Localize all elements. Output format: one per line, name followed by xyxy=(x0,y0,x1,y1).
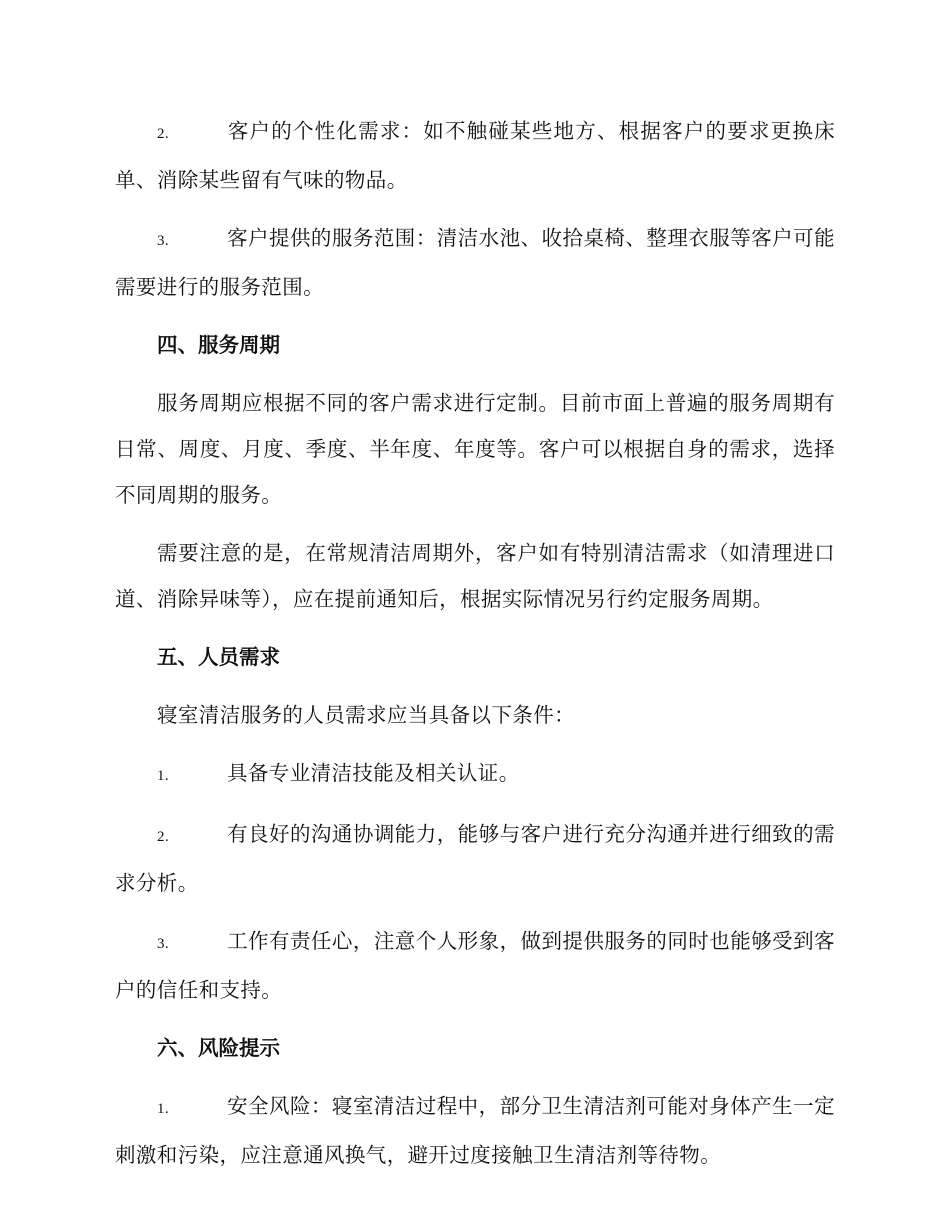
list-item xyxy=(115,215,835,310)
list-item xyxy=(115,750,835,799)
list-text: 客户的个性化需求：如不触碰某些地方、根据客户的要求更换床单、消除某些留有气味的物品。 xyxy=(115,119,835,192)
list-item xyxy=(115,108,835,203)
list-text: 客户提供的服务范围：清洁水池、收拾桌椅、整理衣服等客户可能需要进行的服务范围。 xyxy=(115,226,835,299)
list-item xyxy=(115,1083,835,1178)
paragraph: 服务周期应根据不同的客户需求进行定制。目前市面上普遍的服务周期有日常、周度、月度、季度、半年度、年度等。客户可以根据自身的需求，选择不同周期的服务。 xyxy=(115,391,835,507)
list-number: 2. xyxy=(157,126,170,142)
paragraph: 寝室清洁服务的人员需求应当具备以下条件： xyxy=(157,703,575,727)
section-heading-service-cycle: 四、服务周期 xyxy=(157,333,280,357)
list-number: 3. xyxy=(157,936,170,952)
paragraph: 需要注意的是，在常规清洁周期外，客户如有特别清洁需求（如清理进口道、消除异味等），应在提前通知后，根据实际情况另行约定服务周期。 xyxy=(115,541,835,611)
list-number: 3. xyxy=(157,233,170,249)
list-number: 2. xyxy=(157,829,170,845)
list-number: 1. xyxy=(157,768,170,784)
list-item xyxy=(115,811,835,906)
list-text: 有良好的沟通协调能力，能够与客户进行充分沟通并进行细致的需求分析。 xyxy=(115,822,835,895)
list-number: 1. xyxy=(157,1101,170,1117)
list-text: 安全风险：寝室清洁过程中，部分卫生清洁剂可能对身体产生一定刺激和污染，应注意通风换气，避开过度接触卫生清洁剂等待物。 xyxy=(115,1094,835,1167)
section-heading-risk-notice: 六、风险提示 xyxy=(157,1036,280,1060)
section-heading-staff-requirements: 五、人员需求 xyxy=(157,645,280,669)
list-text: 工作有责任心，注意个人形象，做到提供服务的同时也能够受到客户的信任和支持。 xyxy=(115,929,835,1002)
list-text: 具备专业清洁技能及相关认证。 xyxy=(227,761,520,785)
list-item xyxy=(115,918,835,1013)
